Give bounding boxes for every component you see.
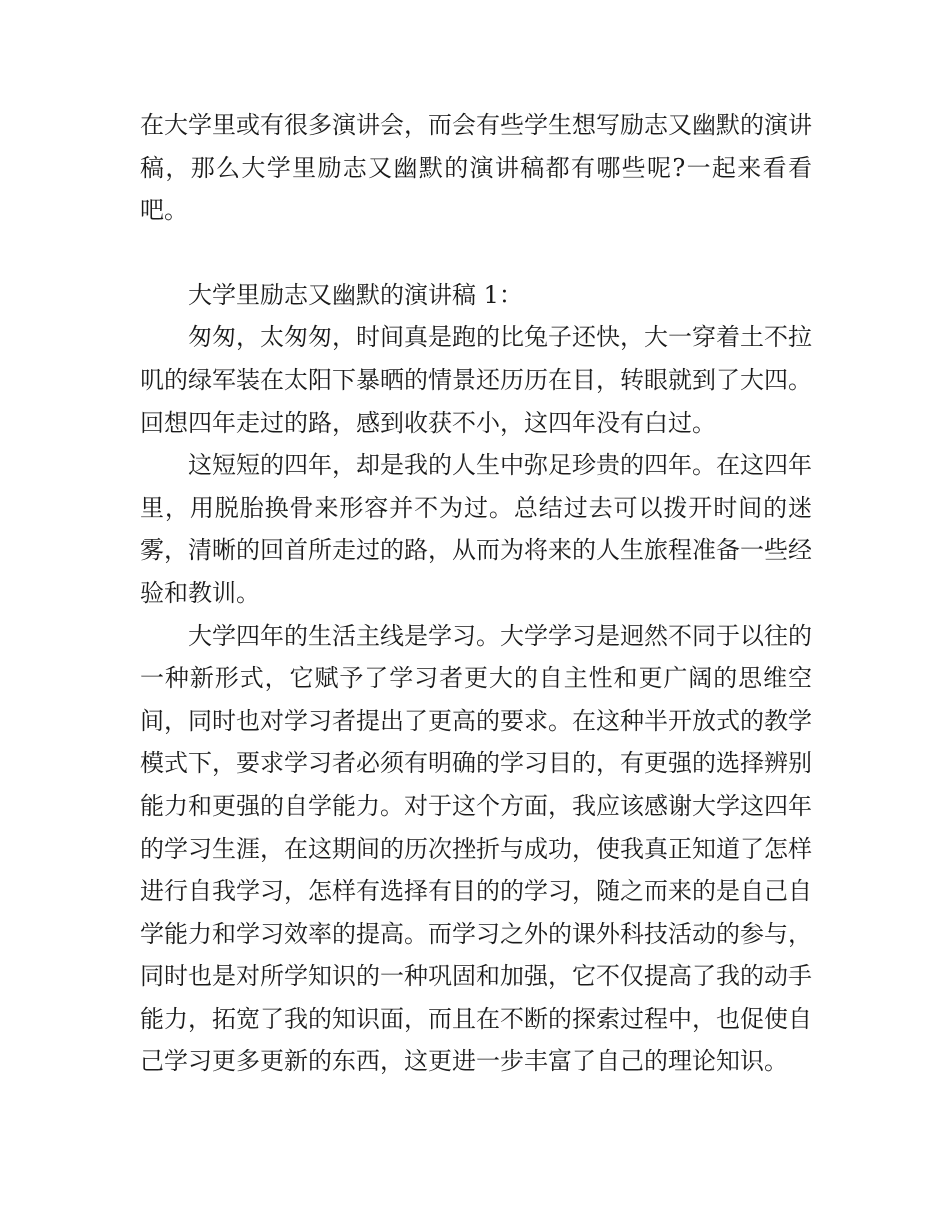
body-paragraph-3: 大学四年的生活主线是学习。大学学习是迥然不同于以往的一种新形式，它赋予了学习者更大的自主性和更广阔的思维空间，同时也对学习者提出了更高的要求。在这种半开放式的教学模式下，要求学习者必须有明确的学习目的，有更强的选择辨别能力和更强的自学能力。对于这个方面，我应该感谢大学这四年的学习生涯，在这期间的历次挫折与成功，使我真正知道了怎样进行自我学习，怎样有选择有目的的学习，随之而来的是自己自学能力和学习效率的提高。而学习之外的课外科技活动的参与，同时也是对所学知识的一种巩固和加强，它不仅提高了我的动手能力，拓宽了我的知识面，而且在不断的探索过程中，也促使自己学习更多更新的东西，这更进一步丰富了自己的理论知识。: [140, 621, 812, 1076]
intro-paragraph: 在大学里或有很多演讲会，而会有些学生想写励志又幽默的演讲稿，那么大学里励志又幽默的演讲稿都有哪些呢?一起来看看吧。: [140, 111, 812, 225]
section-heading: 大学里励志又幽默的演讲稿 1：: [188, 280, 523, 309]
body-paragraph-1: 匆匆，太匆匆，时间真是跑的比兔子还快，大一穿着土不拉叽的绿军装在太阳下暴晒的情景还历历在目，转眼就到了大四。回想四年走过的路，感到收获不小，这四年没有白过。: [140, 323, 812, 437]
document-body: [140, 104, 812, 1083]
body-paragraph-2: 这短短的四年，却是我的人生中弥足珍贵的四年。在这四年里，用脱胎换骨来形容并不为过。总结过去可以拨开时间的迷雾，清晰的回首所走过的路，从而为将来的人生旅程准备一些经验和教训。: [140, 451, 812, 607]
